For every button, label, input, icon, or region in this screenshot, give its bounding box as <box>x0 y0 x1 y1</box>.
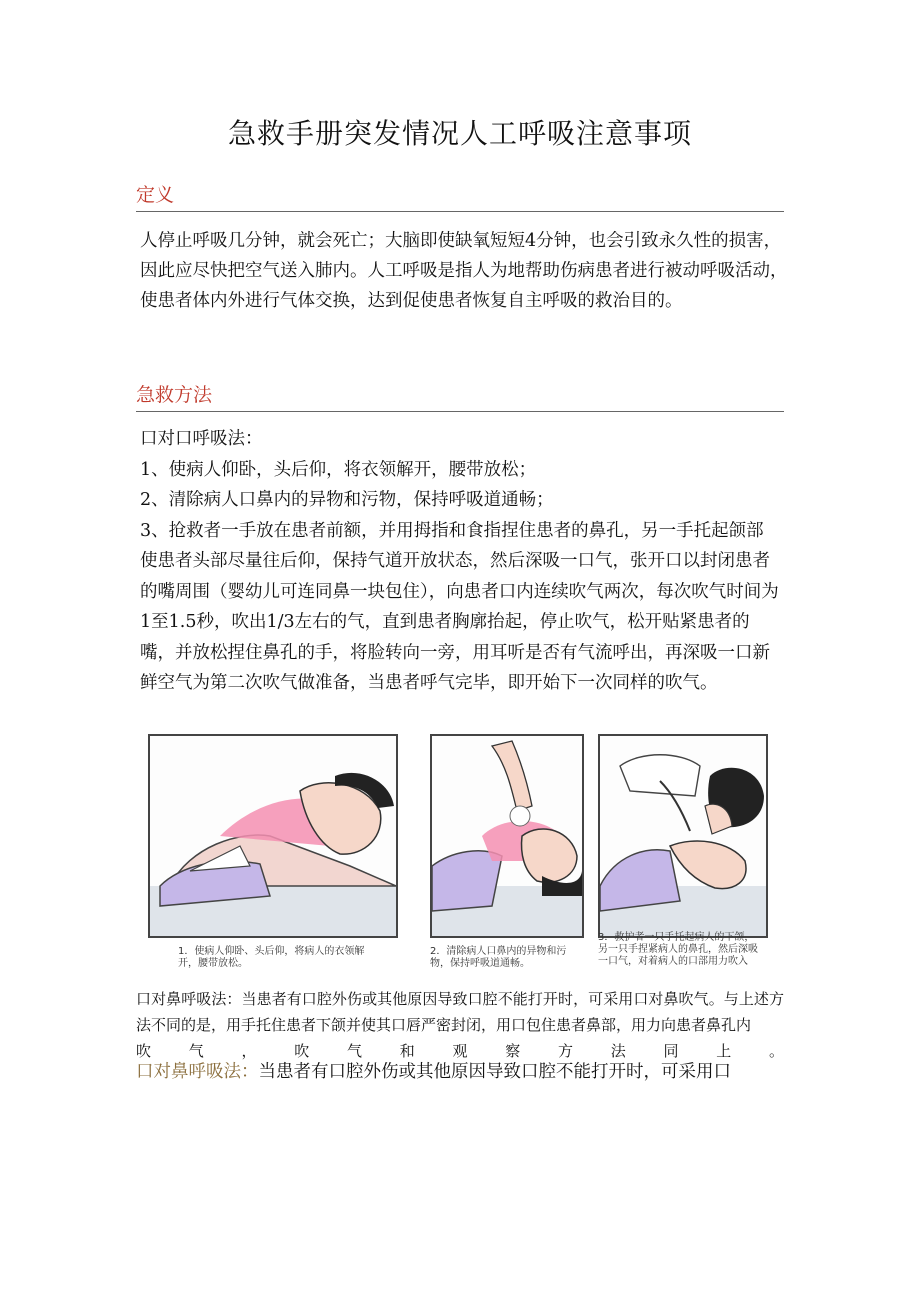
method-step: 2、清除病人口鼻内的异物和污物，保持呼吸道通畅； <box>140 490 554 510</box>
figure-1-illustration <box>148 734 398 938</box>
method-body <box>140 424 780 699</box>
mouth-to-nose-paragraph <box>136 1058 784 1086</box>
method-step: 1、使病人仰卧，头后仰，将衣领解开，腰带放松； <box>140 459 537 480</box>
note2-label: 口对鼻呼吸法： <box>136 1062 259 1082</box>
section-heading-method: 急救方法 <box>136 380 784 412</box>
figure-3-illustration <box>598 734 768 938</box>
note-last-line: 吹气，吹气和观察方法同上。 <box>136 1042 784 1060</box>
section-heading-definition: 定义 <box>136 180 784 212</box>
method-step: 3、抢救者一手放在患者前额，并用拇指和食指捏住患者的鼻孔，另一手托起颌部使患者头部尽量往后仰，保持气道开放状态，然后深吸一口气，张开口以封闭患者的嘴周围（婴幼儿可连同鼻一块包住），向患者口内连续吹气两次，每次吹气时间为1至1.5秒，吹出1/3左右的气，直到患者胸廓抬起，停止吹气，松开贴紧患者的嘴，并放松捏住鼻孔的手，将脸转向一旁，用耳听是否有气流呼出，再深吸一口新鲜空气为第二次吹气做准备，当患者呼气完毕，即开始下一次同样的吹气。 <box>140 520 779 693</box>
figure-2-illustration <box>430 734 584 938</box>
page-title: 急救手册突发情况人工呼吸注意事项 <box>227 117 692 150</box>
illustration-panel <box>148 734 768 978</box>
note-text: 口对鼻呼吸法：当患者有口腔外伤或其他原因导致口腔不能打开时，可采用口对鼻吹气。与上述方法不同的是，用手托住患者下颌并使其口唇严密封闭，用口包住患者鼻部，用力向患者鼻孔内 <box>136 990 784 1034</box>
figure-1-caption: 1．使病人仰卧、头后仰，将病人的衣领解开，腰带放松。 <box>178 946 365 969</box>
definition-paragraph: 人停止呼吸几分钟，就会死亡；大脑即使缺氧短短4分钟，也会引致永久性的损害，因此应尽快把空气送入肺内。人工呼吸是指人为地帮助伤病患者进行被动呼吸活动，使患者体内外进行气体交换，达到促使患者恢复自主呼吸的救治目的。 <box>140 231 788 311</box>
method-intro: 口对口呼吸法： <box>140 429 263 449</box>
figure-3-caption: 3．救护者一只手托起病人的下颌，另一只手捏紧病人的鼻孔，然后深吸一口气，对着病人的口部用力吹入 <box>598 932 758 967</box>
mouth-to-nose-note <box>136 986 784 1064</box>
note2-text: 当患者有口腔外伤或其他原因导致口腔不能打开时，可采用口 <box>258 1062 731 1082</box>
figure-2-caption: 2．清除病人口鼻内的异物和污物，保持呼吸道通畅。 <box>430 946 567 969</box>
